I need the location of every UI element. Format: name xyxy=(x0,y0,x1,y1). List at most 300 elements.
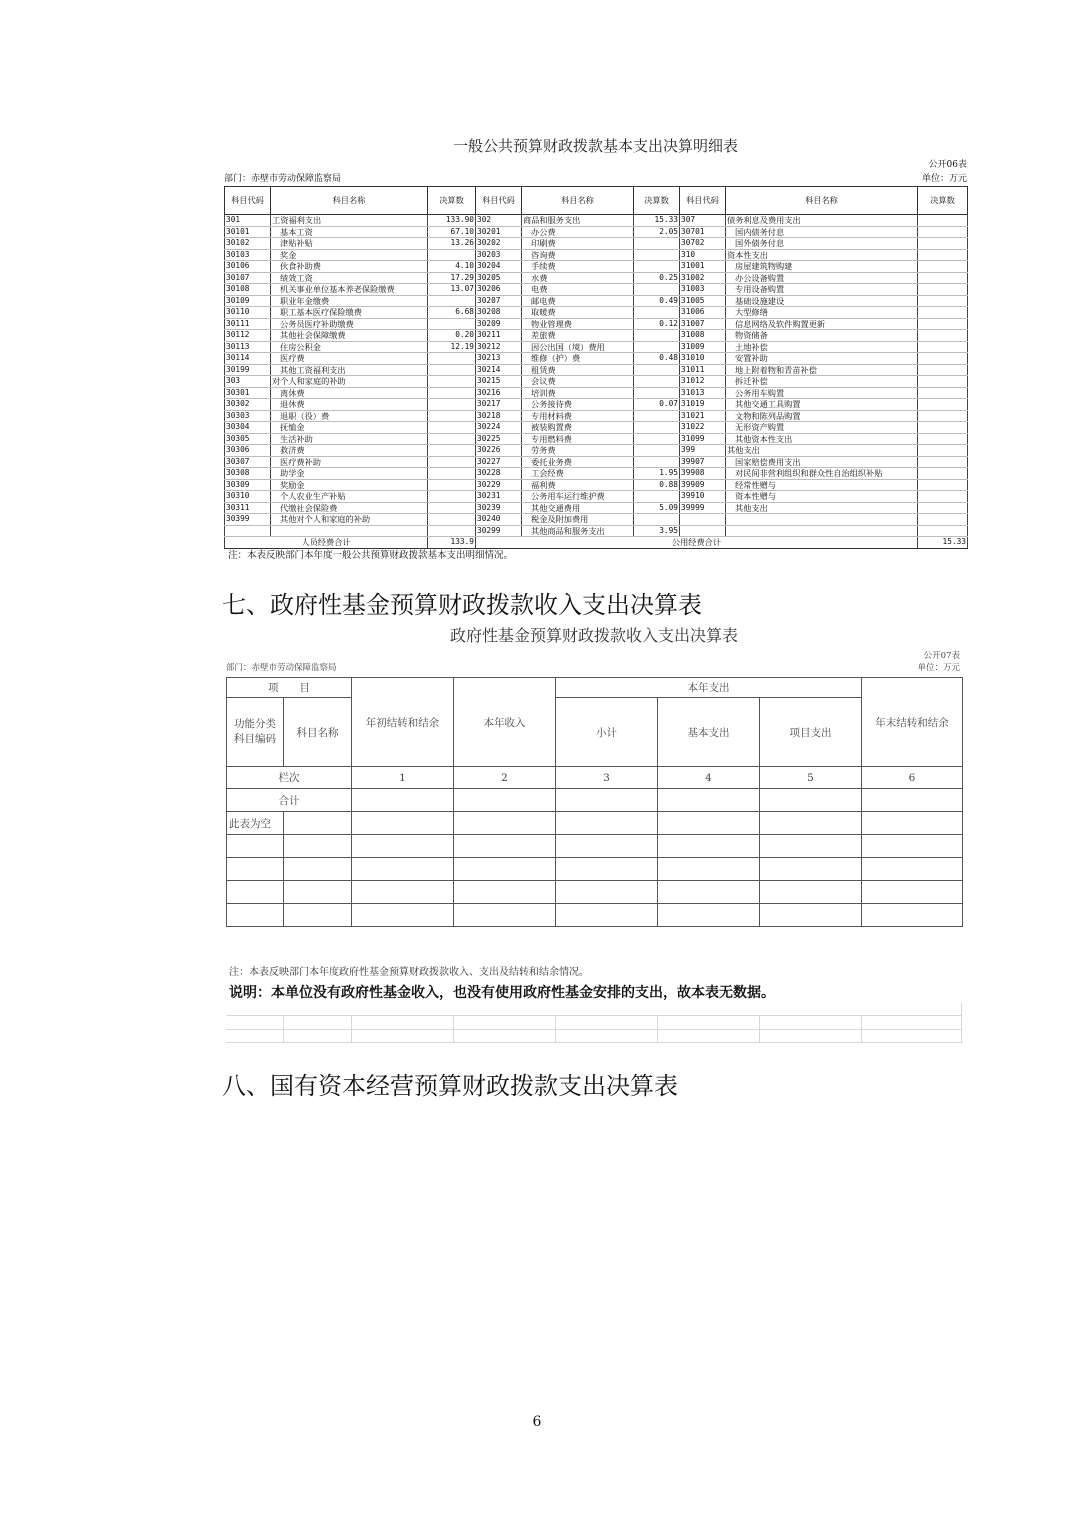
amount-cell xyxy=(428,318,476,330)
table-row xyxy=(225,525,968,537)
index-cell: 3 xyxy=(556,767,658,789)
subject-name-cell: 基础设施建设 xyxy=(726,295,918,307)
subject-code-cell: 31011 xyxy=(680,364,726,376)
table-row xyxy=(225,295,968,307)
subject-code-cell: 30299 xyxy=(476,525,522,537)
subject-name-cell: 其他工资福利支出 xyxy=(271,364,428,376)
subject-code-cell: 30311 xyxy=(225,502,271,514)
amount-cell xyxy=(428,387,476,399)
total-public-value: 15.33 xyxy=(918,537,968,549)
subject-code-cell: 30214 xyxy=(476,364,522,376)
subject-name-cell: 咨询费 xyxy=(522,249,634,261)
table-row xyxy=(225,353,968,365)
page-number: 6 xyxy=(532,1414,542,1430)
subject-name-cell: 信息网络及软件购置更新 xyxy=(726,318,918,330)
subject-code-cell: 30208 xyxy=(476,307,522,319)
subject-name-cell: 医疗费补助 xyxy=(271,456,428,468)
subject-name-cell: 对个人和家庭的补助 xyxy=(271,376,428,388)
total-personnel-value: 133.9 xyxy=(428,537,476,549)
row-index-label: 栏次 xyxy=(227,767,352,789)
subject-name-cell: 差旅费 xyxy=(522,330,634,342)
subject-code-cell: 30305 xyxy=(225,433,271,445)
index-cell: 2 xyxy=(454,767,556,789)
subject-code-cell: 39907 xyxy=(680,456,726,468)
amount-cell xyxy=(918,341,968,353)
subject-code-cell: 30206 xyxy=(476,284,522,296)
table1-unit: 单位：万元 xyxy=(921,174,967,184)
table-row xyxy=(227,858,963,881)
subject-code-cell: 30308 xyxy=(225,468,271,480)
subject-name-cell: 绩效工资 xyxy=(271,272,428,284)
amount-cell xyxy=(634,284,680,296)
amount-cell xyxy=(634,330,680,342)
amount-cell: 67.10 xyxy=(428,226,476,238)
subject-name-cell: 津贴补贴 xyxy=(271,238,428,250)
subject-code-cell: 31009 xyxy=(680,341,726,353)
subject-name-cell: 工会经费 xyxy=(522,468,634,480)
subject-code-cell: 31013 xyxy=(680,387,726,399)
subject-name-cell: 奖励金 xyxy=(271,479,428,491)
table-row xyxy=(225,261,968,273)
subject-code-cell: 30106 xyxy=(225,261,271,273)
amount-cell xyxy=(918,226,968,238)
table2-empty-row xyxy=(227,812,963,835)
table1-meta xyxy=(224,172,967,186)
subject-name-cell: 委托业务费 xyxy=(522,456,634,468)
subject-name-cell: 其他资本性支出 xyxy=(726,433,918,445)
table2-total-row xyxy=(227,789,963,812)
subject-name-cell: 印刷费 xyxy=(522,238,634,250)
amount-cell xyxy=(428,479,476,491)
table1-code: 公开06表 xyxy=(928,160,967,170)
table-row xyxy=(225,376,968,388)
subject-code-cell: 30304 xyxy=(225,422,271,434)
subject-code-cell: 303 xyxy=(225,376,271,388)
subject-code-cell: 30225 xyxy=(476,433,522,445)
subject-name-cell: 拆迁补偿 xyxy=(726,376,918,388)
amount-cell: 0.07 xyxy=(634,399,680,411)
subject-name-cell: 医疗费 xyxy=(271,353,428,365)
subject-name-cell: 电费 xyxy=(522,284,634,296)
subject-name-cell xyxy=(271,525,428,537)
subject-name-cell: 会议费 xyxy=(522,376,634,388)
amount-cell xyxy=(918,249,968,261)
total-public-label: 公用经费合计 xyxy=(476,537,918,549)
subject-code-cell: 39909 xyxy=(680,479,726,491)
subject-code-cell: 30101 xyxy=(225,226,271,238)
table-row xyxy=(225,341,968,353)
amount-cell xyxy=(634,307,680,319)
table2-note: 注：本表反映部门本年度政府性基金预算财政拨款收入、支出及结转和结余情况。 xyxy=(229,967,589,978)
subject-code-cell: 30231 xyxy=(476,491,522,503)
amount-cell xyxy=(428,353,476,365)
subject-code-cell: 302 xyxy=(476,215,522,227)
income-header: 本年收入 xyxy=(454,678,556,767)
subject-name-header: 科目名称 xyxy=(284,698,352,767)
subject-name-cell: 奖金 xyxy=(271,249,428,261)
amount-cell xyxy=(428,376,476,388)
amount-cell xyxy=(918,491,968,503)
section-heading-8: 八、国有资本经营预算财政拨款支出决算表 xyxy=(222,1072,678,1100)
amount-cell: 0.49 xyxy=(634,295,680,307)
table-row xyxy=(225,502,968,514)
subject-name-cell: 公务员医疗补助缴费 xyxy=(271,318,428,330)
subject-code-cell: 30240 xyxy=(476,514,522,526)
table-row xyxy=(225,238,968,250)
subject-code-cell: 30202 xyxy=(476,238,522,250)
subject-name-cell: 住房公积金 xyxy=(271,341,428,353)
amount-cell xyxy=(918,514,968,526)
amount-cell xyxy=(634,364,680,376)
subject-code-cell: 39910 xyxy=(680,491,726,503)
subject-name-cell: 其他商品和服务支出 xyxy=(522,525,634,537)
subject-name-cell: 公务用车购置 xyxy=(726,387,918,399)
amount-cell xyxy=(634,456,680,468)
subject-name-cell: 被装购置费 xyxy=(522,422,634,434)
subject-code-cell xyxy=(680,514,726,526)
amount-cell xyxy=(918,399,968,411)
subject-name-cell: 手续费 xyxy=(522,261,634,273)
subject-code-cell: 30229 xyxy=(476,479,522,491)
subject-code-cell: 30199 xyxy=(225,364,271,376)
subject-name-cell: 退休费 xyxy=(271,399,428,411)
amount-cell xyxy=(634,445,680,457)
subject-code-cell xyxy=(225,525,271,537)
subject-code-cell: 31019 xyxy=(680,399,726,411)
subject-code-cell: 301 xyxy=(225,215,271,227)
basic-expenditure-table xyxy=(224,186,968,549)
subject-name-cell: 救济费 xyxy=(271,445,428,457)
table2-explanation: 说明：本单位没有政府性基金收入，也没有使用政府性基金安排的支出，故本表无数据。 xyxy=(229,985,775,1001)
subject-name-cell xyxy=(726,525,918,537)
amount-cell xyxy=(918,353,968,365)
table-row xyxy=(225,433,968,445)
expense-group-header: 本年支出 xyxy=(556,678,862,698)
subject-name-cell: 职工基本医疗保险缴费 xyxy=(271,307,428,319)
subject-name-cell: 公务用车运行维护费 xyxy=(522,491,634,503)
amount-cell xyxy=(634,491,680,503)
subject-code-cell: 399 xyxy=(680,445,726,457)
amount-cell: 6.68 xyxy=(428,307,476,319)
subject-code-cell: 30107 xyxy=(225,272,271,284)
header-cell: 科目代码 xyxy=(225,187,271,215)
amount-cell: 0.25 xyxy=(634,272,680,284)
subject-name-cell: 其他对个人和家庭的补助 xyxy=(271,514,428,526)
func-code-header: 功能分类科目编码 xyxy=(227,698,284,767)
subject-code-cell: 30224 xyxy=(476,422,522,434)
amount-cell xyxy=(428,525,476,537)
subject-code-cell: 31002 xyxy=(680,272,726,284)
amount-cell xyxy=(918,376,968,388)
amount-cell: 0.48 xyxy=(634,353,680,365)
subject-name-cell: 对民间非营利组织和群众性自治组织补贴 xyxy=(726,468,918,480)
subject-code-cell: 31006 xyxy=(680,307,726,319)
subject-code-cell: 31010 xyxy=(680,353,726,365)
begin-balance-header: 年初结转和结余 xyxy=(352,678,454,767)
table-row xyxy=(225,284,968,296)
subject-code-cell xyxy=(680,525,726,537)
subject-name-cell: 地上附着物和青苗补偿 xyxy=(726,364,918,376)
subject-code-cell: 30114 xyxy=(225,353,271,365)
table-row xyxy=(225,445,968,457)
amount-cell xyxy=(634,387,680,399)
table2-title: 政府性基金预算财政拨款收入支出决算表 xyxy=(449,626,738,645)
section-heading-7: 七、政府性基金预算财政拨款收入支出决算表 xyxy=(222,591,702,619)
header-cell: 科目名称 xyxy=(271,187,428,215)
amount-cell xyxy=(634,514,680,526)
subject-code-cell: 30301 xyxy=(225,387,271,399)
table1-header-row xyxy=(225,187,968,215)
amount-cell: 13.26 xyxy=(428,238,476,250)
subject-code-cell: 30227 xyxy=(476,456,522,468)
table-row xyxy=(225,456,968,468)
subject-code-cell: 30212 xyxy=(476,341,522,353)
subject-code-cell: 30110 xyxy=(225,307,271,319)
table-row xyxy=(225,364,968,376)
subject-code-cell: 307 xyxy=(680,215,726,227)
amount-cell: 17.29 xyxy=(428,272,476,284)
subject-code-cell: 30203 xyxy=(476,249,522,261)
subject-code-cell: 31003 xyxy=(680,284,726,296)
end-balance-header: 年末结转和结余 xyxy=(862,678,963,767)
subject-name-cell: 专用燃料费 xyxy=(522,433,634,445)
subject-code-cell: 30201 xyxy=(476,226,522,238)
table-row xyxy=(225,330,968,342)
table-row xyxy=(225,410,968,422)
amount-cell xyxy=(918,272,968,284)
subject-code-cell: 39999 xyxy=(680,502,726,514)
subject-name-cell: 公务接待费 xyxy=(522,399,634,411)
table-row xyxy=(225,318,968,330)
subject-name-cell: 代缴社会保险费 xyxy=(271,502,428,514)
subject-code-cell: 30226 xyxy=(476,445,522,457)
index-cell: 4 xyxy=(658,767,760,789)
subject-code-cell: 30306 xyxy=(225,445,271,457)
amount-cell xyxy=(918,295,968,307)
table1-department: 部门：赤壁市劳动保障监察局 xyxy=(224,174,342,184)
subject-code-cell: 31008 xyxy=(680,330,726,342)
subject-code-cell: 30309 xyxy=(225,479,271,491)
subject-name-cell: 国内债务付息 xyxy=(726,226,918,238)
project-header: 项 目 xyxy=(227,678,352,698)
subject-code-cell: 30113 xyxy=(225,341,271,353)
subject-code-cell: 30217 xyxy=(476,399,522,411)
faint-grid-lines xyxy=(226,1003,962,1043)
amount-cell: 1.95 xyxy=(634,468,680,480)
amount-cell: 2.05 xyxy=(634,226,680,238)
subject-code-cell: 30228 xyxy=(476,468,522,480)
subject-code-cell: 30111 xyxy=(225,318,271,330)
subject-code-cell: 30108 xyxy=(225,284,271,296)
amount-cell xyxy=(918,307,968,319)
subject-name-cell: 资本性赠与 xyxy=(726,491,918,503)
amount-cell xyxy=(428,468,476,480)
subject-name-cell: 离休费 xyxy=(271,387,428,399)
government-fund-table xyxy=(226,677,963,927)
amount-cell: 12.19 xyxy=(428,341,476,353)
subject-code-cell: 30211 xyxy=(476,330,522,342)
subject-name-cell: 福利费 xyxy=(522,479,634,491)
subject-name-cell: 其他支出 xyxy=(726,445,918,457)
empty-table-label: 此表为空 xyxy=(227,812,284,835)
subject-code-cell: 31099 xyxy=(680,433,726,445)
subject-name-cell: 税金及附加费用 xyxy=(522,514,634,526)
subject-name-cell: 其他支出 xyxy=(726,502,918,514)
amount-cell xyxy=(634,376,680,388)
table-row xyxy=(227,904,963,927)
table-row xyxy=(225,468,968,480)
subject-code-cell: 31005 xyxy=(680,295,726,307)
subject-code-cell: 30205 xyxy=(476,272,522,284)
subject-name-cell: 培训费 xyxy=(522,387,634,399)
table1-total-row xyxy=(225,537,968,549)
table-row xyxy=(225,399,968,411)
table2-code: 公开07表 xyxy=(923,651,960,661)
subject-code-cell: 39908 xyxy=(680,468,726,480)
table2-department: 部门：赤壁市劳动保障监察局 xyxy=(226,663,337,673)
subject-name-cell: 商品和服务支出 xyxy=(522,215,634,227)
amount-cell xyxy=(428,422,476,434)
subject-code-cell: 30112 xyxy=(225,330,271,342)
amount-cell xyxy=(428,249,476,261)
amount-cell xyxy=(428,502,476,514)
amount-cell xyxy=(634,249,680,261)
basic-expense-header: 基本支出 xyxy=(658,698,760,767)
total-personnel-label: 人员经费合计 xyxy=(225,537,428,549)
table-row xyxy=(225,307,968,319)
subject-code-cell: 30303 xyxy=(225,410,271,422)
table1-title: 一般公共预算财政拨款基本支出决算明细表 xyxy=(452,137,738,155)
table-row xyxy=(225,226,968,238)
amount-cell xyxy=(634,341,680,353)
subject-name-cell: 安置补助 xyxy=(726,353,918,365)
subject-name-cell: 办公设备购置 xyxy=(726,272,918,284)
table-row xyxy=(225,491,968,503)
subject-code-cell: 30207 xyxy=(476,295,522,307)
table-row xyxy=(227,835,963,858)
subject-name-cell: 劳务费 xyxy=(522,445,634,457)
subject-code-cell: 31007 xyxy=(680,318,726,330)
subject-name-cell: 生活补助 xyxy=(271,433,428,445)
table-row xyxy=(225,272,968,284)
amount-cell: 4.10 xyxy=(428,261,476,273)
basic-expenditure-table-section xyxy=(224,134,967,563)
subject-code-cell: 310 xyxy=(680,249,726,261)
subject-name-cell: 助学金 xyxy=(271,468,428,480)
subject-code-cell: 30209 xyxy=(476,318,522,330)
subject-name-cell: 取暖费 xyxy=(522,307,634,319)
subject-code-cell: 31021 xyxy=(680,410,726,422)
amount-cell xyxy=(918,433,968,445)
amount-cell xyxy=(634,433,680,445)
subject-name-cell: 其他社会保障缴费 xyxy=(271,330,428,342)
header-cell: 决算数 xyxy=(428,187,476,215)
amount-cell xyxy=(634,410,680,422)
table-row xyxy=(225,514,968,526)
amount-cell xyxy=(918,525,968,537)
header-cell: 科目代码 xyxy=(476,187,522,215)
table1-note: 注：本表反映部门本年度一般公共预算财政拨款基本支出明细情况。 xyxy=(228,549,514,561)
subject-name-cell: 其他交通费用 xyxy=(522,502,634,514)
amount-cell xyxy=(918,318,968,330)
table-row xyxy=(227,881,963,904)
amount-cell: 0.12 xyxy=(634,318,680,330)
subject-name-cell: 房屋建筑物购建 xyxy=(726,261,918,273)
amount-cell xyxy=(428,445,476,457)
subject-name-cell: 其他交通工具购置 xyxy=(726,399,918,411)
subject-name-cell: 个人农业生产补贴 xyxy=(271,491,428,503)
subject-code-cell: 31012 xyxy=(680,376,726,388)
subject-code-cell: 30310 xyxy=(225,491,271,503)
subject-name-cell: 邮电费 xyxy=(522,295,634,307)
total-label: 合计 xyxy=(227,789,352,812)
table2-header-row-2 xyxy=(227,698,963,767)
header-cell: 决算数 xyxy=(634,187,680,215)
subject-name-cell: 无形资产购置 xyxy=(726,422,918,434)
table2-index-row xyxy=(227,767,963,789)
subject-name-cell: 工资福利支出 xyxy=(271,215,428,227)
subject-name-cell: 国外债务付息 xyxy=(726,238,918,250)
subject-code-cell: 30239 xyxy=(476,502,522,514)
subject-name-cell: 抚恤金 xyxy=(271,422,428,434)
amount-cell: 15.33 xyxy=(634,215,680,227)
amount-cell xyxy=(634,261,680,273)
table2-unit: 单位：万元 xyxy=(917,663,960,673)
subject-name-cell: 水费 xyxy=(522,272,634,284)
amount-cell: 3.95 xyxy=(634,525,680,537)
subject-code-cell: 31001 xyxy=(680,261,726,273)
amount-cell xyxy=(634,422,680,434)
amount-cell xyxy=(918,284,968,296)
amount-cell xyxy=(918,330,968,342)
subject-code-cell: 30204 xyxy=(476,261,522,273)
amount-cell xyxy=(428,491,476,503)
amount-cell xyxy=(918,238,968,250)
amount-cell xyxy=(918,261,968,273)
table2-header-row-1 xyxy=(227,678,963,698)
subject-name-cell: 土地补偿 xyxy=(726,341,918,353)
index-cell: 6 xyxy=(862,767,963,789)
amount-cell xyxy=(428,364,476,376)
header-cell: 科目名称 xyxy=(726,187,918,215)
amount-cell xyxy=(428,399,476,411)
amount-cell xyxy=(918,215,968,227)
amount-cell xyxy=(428,456,476,468)
amount-cell xyxy=(634,238,680,250)
subject-name-cell: 租赁费 xyxy=(522,364,634,376)
amount-cell: 0.20 xyxy=(428,330,476,342)
subject-name-cell: 职业年金缴费 xyxy=(271,295,428,307)
subject-name-cell: 资本性支出 xyxy=(726,249,918,261)
subject-name-cell: 机关事业单位基本养老保险缴费 xyxy=(271,284,428,296)
subject-code-cell: 30109 xyxy=(225,295,271,307)
subtotal-header: 小计 xyxy=(556,698,658,767)
amount-cell xyxy=(918,410,968,422)
amount-cell xyxy=(428,410,476,422)
amount-cell: 133.90 xyxy=(428,215,476,227)
amount-cell: 5.09 xyxy=(634,502,680,514)
table-row xyxy=(225,422,968,434)
index-cell: 5 xyxy=(760,767,862,789)
table-row xyxy=(225,387,968,399)
subject-code-cell: 30102 xyxy=(225,238,271,250)
subject-code-cell: 30213 xyxy=(476,353,522,365)
subject-name-cell: 专用设备购置 xyxy=(726,284,918,296)
table-row xyxy=(225,479,968,491)
subject-name-cell: 专用材料费 xyxy=(522,410,634,422)
amount-cell xyxy=(918,479,968,491)
subject-code-cell: 30103 xyxy=(225,249,271,261)
